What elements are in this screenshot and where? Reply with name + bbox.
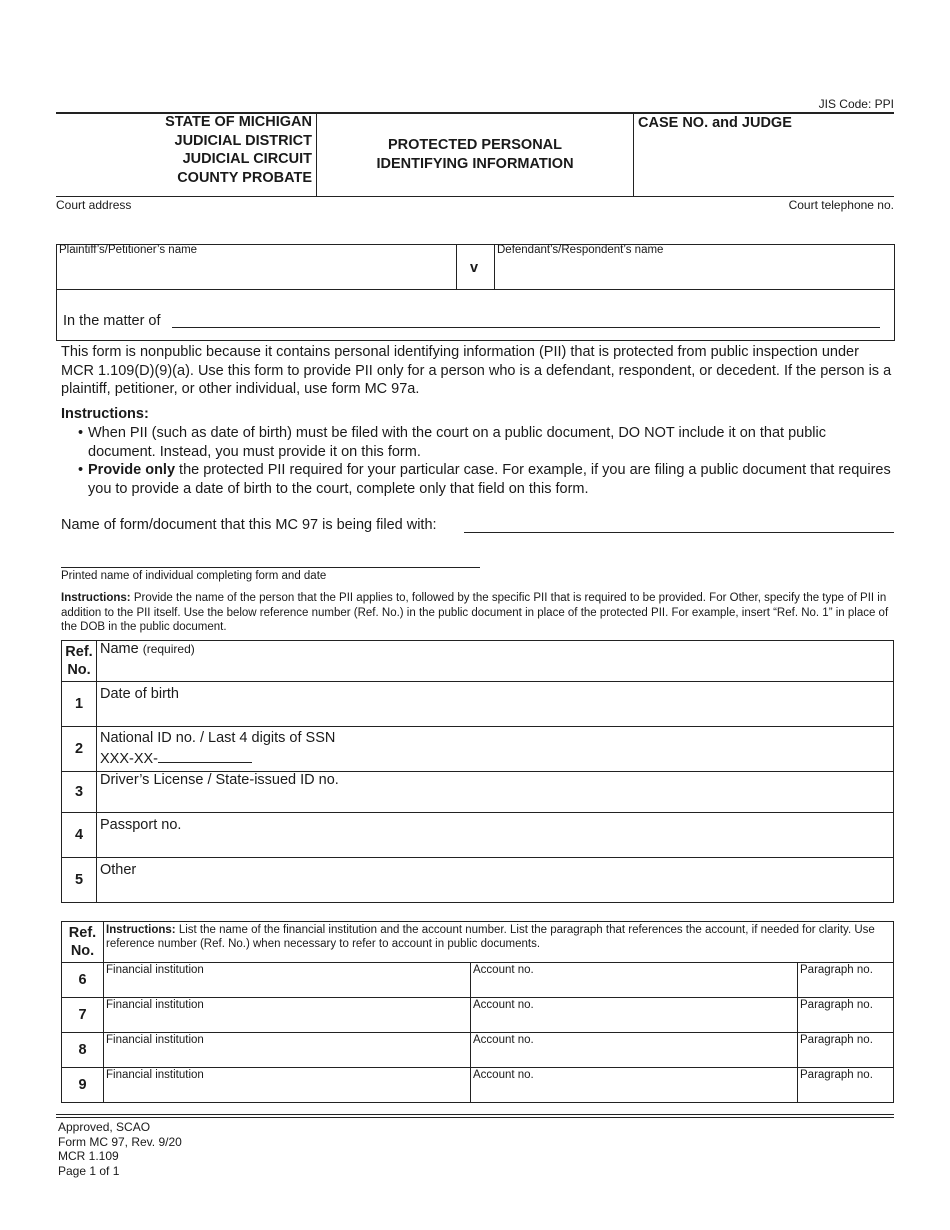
matter-field-line	[172, 327, 880, 328]
paragraph-number-field[interactable]	[798, 998, 894, 1033]
financial-institution-label: Financial institution	[106, 1034, 204, 1046]
instruction-bullet-2-text	[88, 461, 894, 498]
ref-header-line-2: No.	[70, 943, 95, 959]
plaintiff-label: Plaintiff’s/Petitioner’s name	[59, 244, 198, 256]
court-address-label: Court address	[56, 198, 132, 212]
ssn-field[interactable]	[97, 727, 894, 772]
ref-number: 7	[62, 998, 104, 1033]
plaintiff-field[interactable]	[58, 260, 454, 288]
financial-institution-label: Financial institution	[106, 964, 204, 976]
ref-header-line-1: Ref.	[68, 925, 97, 941]
instruction-bullet-2-bold: Provide only	[88, 462, 176, 478]
pii-instructions-text: Provide the name of the person that the PII applies to, followed by the specific PII that is required to be provided. For Other, specify the type of PII in addition to the PII itself. Use the below reference number (Ref. No.) in the public document in place of the protected PII. For example, insert “Ref. No. 1” in place of the DOB in the public document.	[61, 592, 889, 633]
financial-institution-field[interactable]	[104, 1033, 471, 1068]
financial-table	[61, 921, 894, 1103]
parties-divider-right	[494, 244, 495, 290]
matter-label: In the matter of	[63, 313, 161, 329]
account-number-field[interactable]	[471, 1068, 798, 1103]
drivers-license-label: Driver’s License / State-issued ID no.	[100, 772, 339, 788]
footer-rule-2	[56, 1117, 894, 1118]
account-number-field[interactable]	[471, 1033, 798, 1068]
financial-instructions-bold: Instructions:	[106, 924, 176, 936]
pii-row-name	[62, 641, 894, 682]
printed-name-label: Printed name of individual completing form and date	[61, 570, 327, 582]
paragraph-number-field[interactable]	[798, 1068, 894, 1103]
court-name-block	[56, 113, 312, 187]
header-bottom-rule	[56, 196, 894, 197]
parties-divider-left	[456, 244, 457, 290]
ref-number: 6	[62, 963, 104, 998]
ref-number: 4	[62, 813, 97, 858]
printed-name-line	[61, 567, 480, 568]
pii-row-4	[62, 813, 894, 858]
pii-row-3	[62, 772, 894, 813]
footer-rule-reference: MCR 1.109	[58, 1149, 119, 1163]
financial-header-row	[62, 922, 894, 963]
paragraph-number-field[interactable]	[798, 963, 894, 998]
footer-page-number: Page 1 of 1	[58, 1163, 120, 1178]
footer-form-number: Form MC 97, Rev. 9/20	[58, 1134, 182, 1149]
instruction-bullet-2-rest: the protected PII required for your particular case. For example, if you are filing a public document that requires you to provide a date of birth to the court, complete only that field on this form.	[88, 462, 891, 497]
instructions-heading: Instructions:	[61, 406, 149, 422]
pii-instructions	[61, 591, 895, 635]
financial-instructions-text: List the name of the financial institution and the account number. List the paragraph that references the account, if needed for clarity. Use reference number (Ref. No.) when necessary to refer to account in public documents.	[106, 924, 875, 950]
ssn-prefix: XXX-XX-	[100, 751, 159, 767]
paragraph-number-label: Paragraph no.	[800, 1069, 873, 1081]
paragraph-number-field[interactable]	[798, 1033, 894, 1068]
ssn-label: National ID no. / Last 4 digits of SSN	[100, 730, 336, 746]
financial-institution-label: Financial institution	[106, 999, 204, 1011]
pii-instructions-bold: Instructions:	[61, 592, 131, 604]
pii-table	[61, 640, 894, 903]
financial-row-9	[62, 1068, 894, 1103]
filed-with-label: Name of form/document that this MC 97 is being filed with:	[61, 517, 437, 533]
financial-instructions	[104, 922, 894, 963]
footer-block	[58, 1120, 182, 1178]
defendant-label: Defendant’s/Respondent’s name	[497, 244, 664, 256]
pii-row-2	[62, 727, 894, 772]
instruction-bullet-1: • When PII (such as date of birth) must be filed with the court on a public document, DO NOT include it on that public document. Instead, you must provide it on this form.	[78, 424, 894, 461]
passport-field[interactable]	[97, 813, 894, 858]
jis-code: JIS Code: PPI	[818, 97, 894, 111]
filed-with-field[interactable]	[464, 513, 894, 532]
name-required-note: (required)	[142, 642, 195, 656]
other-field[interactable]	[97, 858, 894, 903]
financial-institution-field[interactable]	[104, 963, 471, 998]
ref-header-line-1: Ref.	[65, 644, 93, 660]
financial-institution-label: Financial institution	[106, 1069, 204, 1081]
name-label: Name	[100, 641, 139, 657]
paragraph-number-label: Paragraph no.	[800, 999, 873, 1011]
versus-label: v	[470, 260, 479, 276]
date-of-birth-field[interactable]	[97, 682, 894, 727]
financial-institution-field[interactable]	[104, 998, 471, 1033]
financial-row-6	[62, 963, 894, 998]
drivers-license-field[interactable]	[97, 772, 894, 813]
case-number-label: CASE NO. and JUDGE	[638, 115, 792, 131]
court-line-probate: COUNTY PROBATE	[177, 169, 312, 186]
form-title-line-1: PROTECTED PERSONAL	[387, 137, 562, 153]
ref-number: 8	[62, 1033, 104, 1068]
instruction-bullet-1-text: When PII (such as date of birth) must be filed with the court on a public document, DO NOT include it on that public document. Instead, you must provide it on this form.	[88, 425, 826, 460]
ref-no-header	[62, 641, 97, 682]
account-number-label: Account no.	[473, 1034, 534, 1046]
footer-rule-1	[56, 1114, 894, 1115]
financial-row-8	[62, 1033, 894, 1068]
other-label: Other	[100, 862, 137, 878]
ref-number: 1	[62, 682, 97, 727]
passport-label: Passport no.	[100, 817, 182, 833]
paragraph-number-label: Paragraph no.	[800, 964, 873, 976]
financial-institution-field[interactable]	[104, 1068, 471, 1103]
account-number-field[interactable]	[471, 963, 798, 998]
financial-row-7	[62, 998, 894, 1033]
footer-approved: Approved, SCAO	[58, 1120, 151, 1134]
form-title-line-2: IDENTIFYING INFORMATION	[376, 155, 574, 172]
court-phone-label: Court telephone no.	[788, 198, 894, 212]
ref-number: 9	[62, 1068, 104, 1103]
ref-no-header	[62, 922, 104, 963]
form-title	[317, 136, 633, 173]
parties-mid-rule	[56, 289, 895, 290]
ref-header-line-2: No.	[67, 662, 91, 678]
case-number-field[interactable]	[636, 134, 892, 194]
account-number-field[interactable]	[471, 998, 798, 1033]
pii-row-5	[62, 858, 894, 903]
account-number-label: Account no.	[473, 964, 534, 976]
printed-name-field[interactable]	[61, 548, 480, 567]
court-line-circuit: JUDICIAL CIRCUIT	[182, 151, 312, 167]
account-number-label: Account no.	[473, 1069, 534, 1081]
court-line-state: STATE OF MICHIGAN	[165, 114, 312, 130]
name-field[interactable]	[97, 641, 894, 682]
matter-field[interactable]	[172, 308, 880, 327]
ssn-blank-line[interactable]	[158, 748, 252, 763]
account-number-label: Account no.	[473, 999, 534, 1011]
paragraph-number-label: Paragraph no.	[800, 1034, 873, 1046]
court-line-district: JUDICIAL DISTRICT	[174, 132, 312, 149]
intro-paragraph: This form is nonpublic because it contains personal identifying information (PII) that is protected from public inspection under MCR 1.109(D)(9)(a). Use this form to provide PII only for a person who is a defendant, respondent, or decedent. If the person is a plaintiff, petitioner, or other individual, use form MC 97a.	[61, 344, 892, 397]
header-divider-right	[633, 113, 634, 196]
defendant-field[interactable]	[496, 260, 892, 288]
instruction-bullet-2: • Provide only the protected PII required for your particular case. For example, if you are filing a public document that requires you to provide a date of birth to the court, complete only that field on this form.	[78, 461, 894, 498]
pii-row-1	[62, 682, 894, 727]
date-of-birth-label: Date of birth	[100, 686, 179, 702]
ref-number: 2	[62, 727, 97, 772]
ref-number: 5	[62, 858, 97, 903]
ref-number: 3	[62, 772, 97, 813]
filed-with-line	[464, 532, 894, 533]
